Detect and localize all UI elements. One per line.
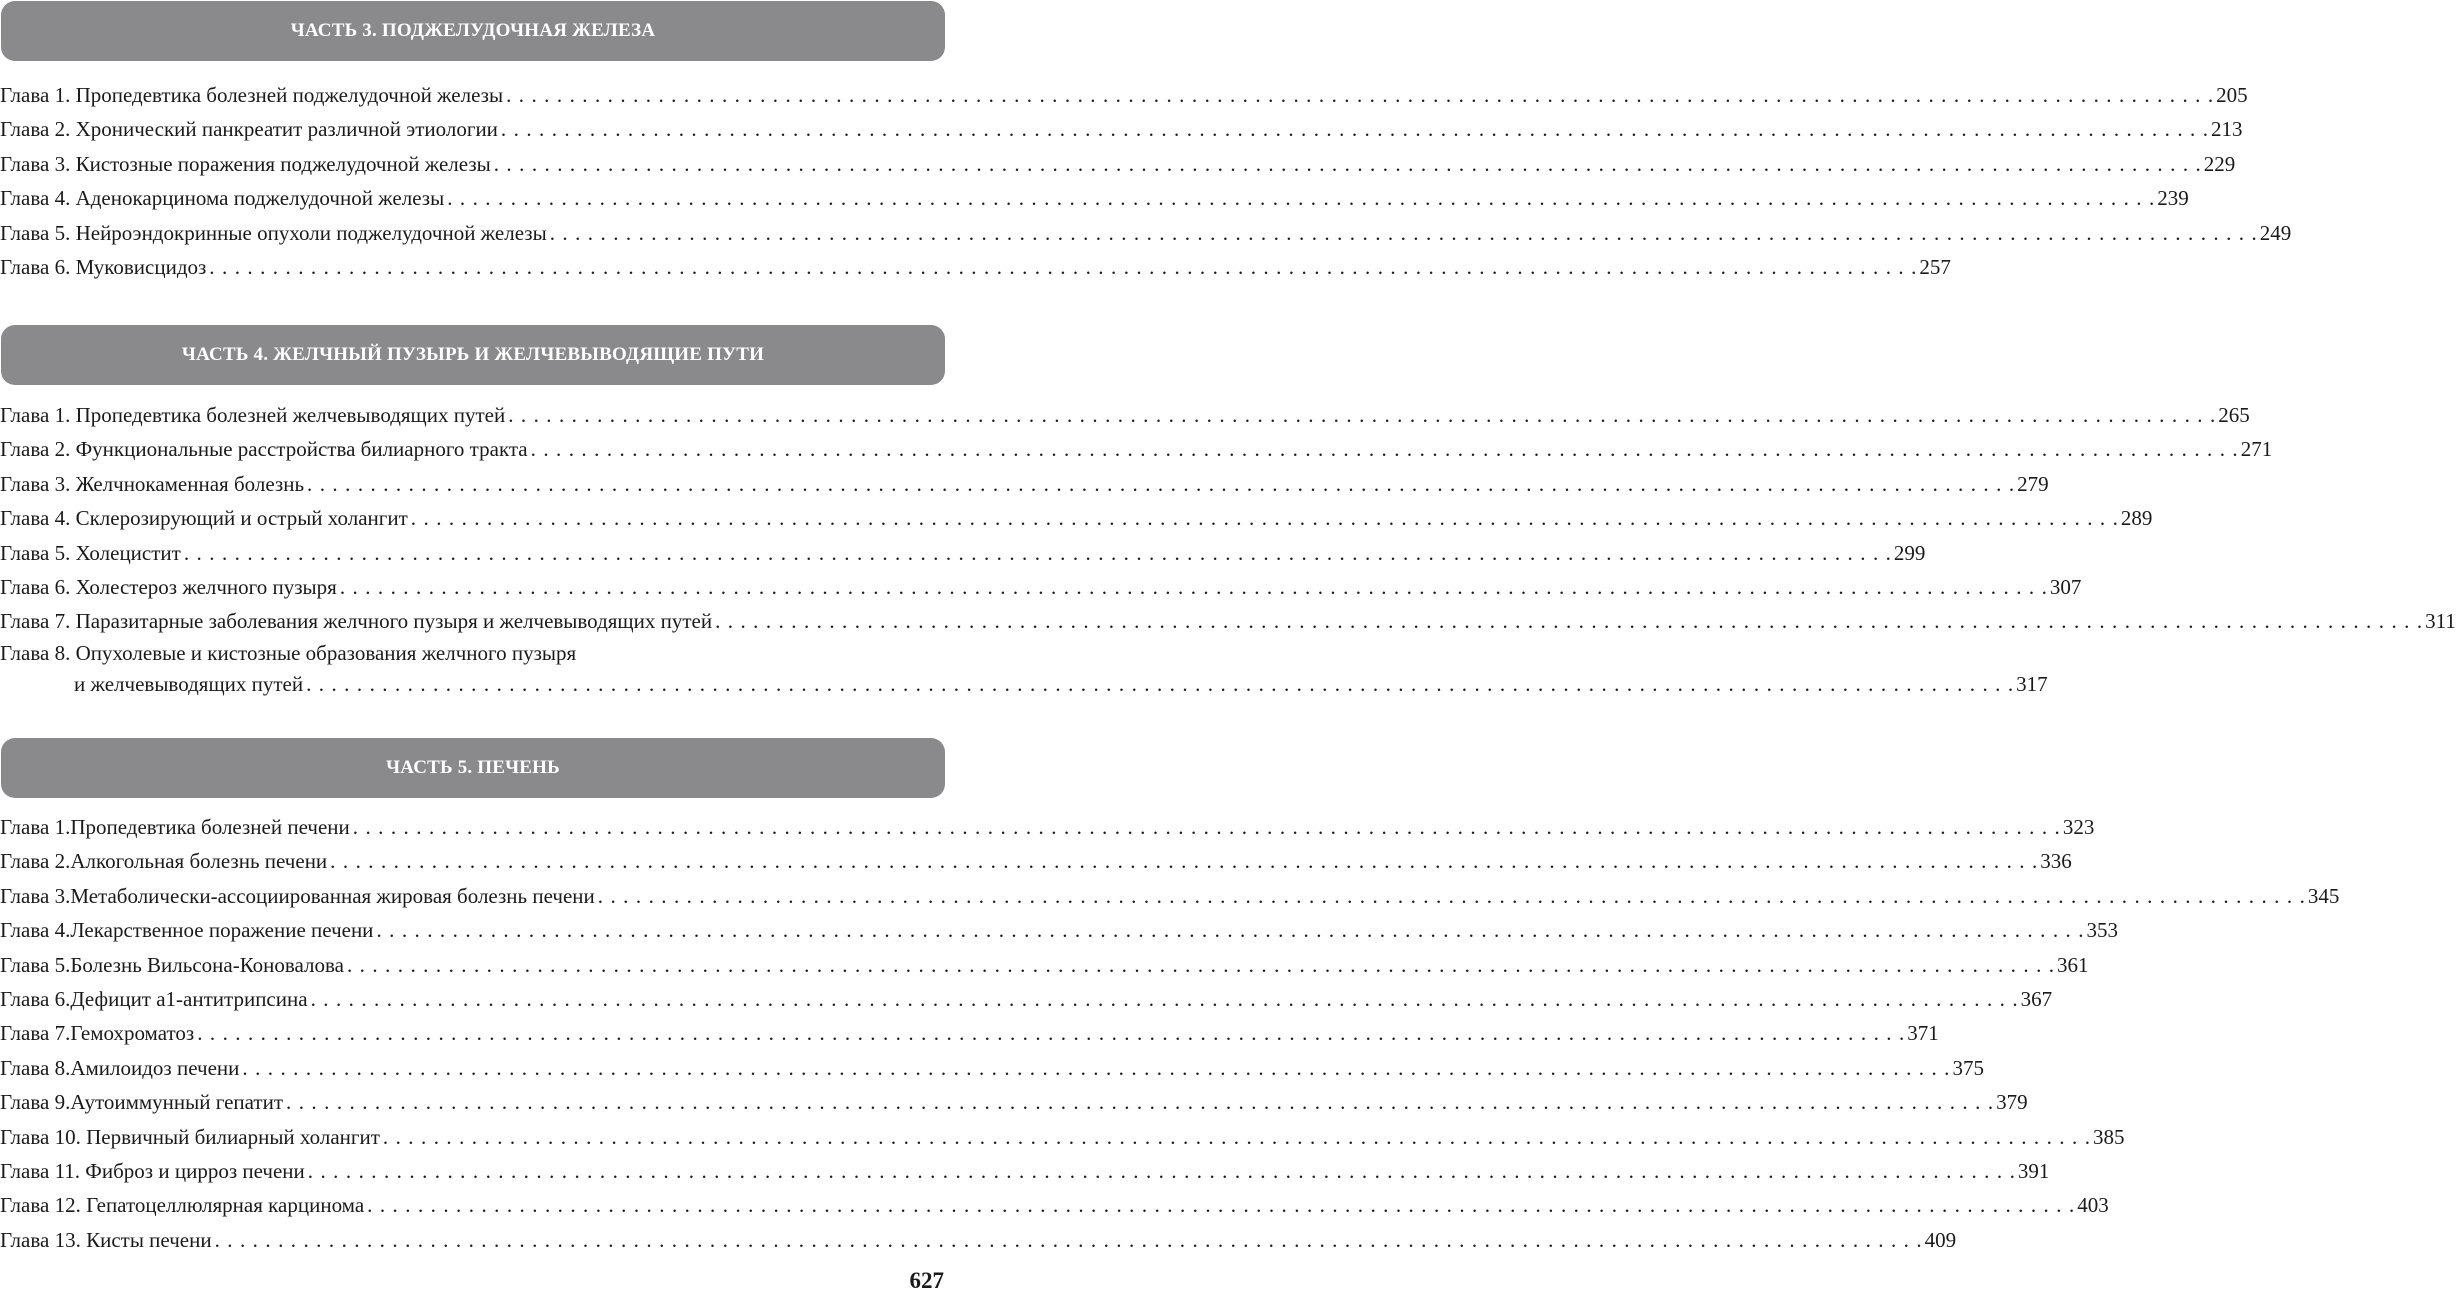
toc-entry[interactable] [0, 432, 2273, 466]
chapter-title: Хронический панкреатит различной этиологии [75, 117, 498, 142]
chapter-number: Глава 6. [0, 986, 71, 1011]
dot-leader [550, 216, 2257, 250]
chapter-number: Глава 4. [0, 918, 71, 943]
chapter-page: 307 [2049, 574, 2082, 599]
part-3-toc [0, 78, 2292, 284]
dot-leader [306, 667, 2013, 701]
toc-entry[interactable] [0, 1188, 2109, 1222]
dot-leader [494, 147, 2201, 181]
chapter-page: 311 [2425, 609, 2456, 634]
chapter-page: 323 [2062, 815, 2095, 839]
toc-entry[interactable] [0, 250, 1951, 284]
chapter-title: Гепатоцеллюлярная карцинома [86, 1193, 365, 1218]
chapter-page: 353 [2086, 918, 2118, 943]
chapter-number: Глава 8. [0, 640, 71, 665]
part-5-toc [0, 810, 2340, 1257]
toc-entry[interactable] [0, 78, 2248, 112]
chapter-title: Аденокарцинома поджелудочной железы [75, 186, 445, 211]
chapter-title: Дефицит а1-антитрипсина [70, 986, 308, 1011]
chapter-page: 409 [1924, 1227, 1957, 1252]
chapter-number: Глава 10. [0, 1124, 81, 1149]
chapter-number: Глава 7. [0, 609, 71, 634]
chapter-number: Глава 12. [0, 1193, 81, 1218]
toc-entry[interactable] [0, 1120, 2125, 1154]
toc-entry[interactable] [0, 810, 2095, 844]
chapter-title: Кисты печени [86, 1227, 212, 1252]
page-number: 627 [909, 1268, 944, 1293]
chapter-title: Холецистит [75, 540, 181, 565]
toc-entry[interactable] [0, 1051, 1984, 1085]
part-4-toc [0, 398, 2456, 701]
toc-entry[interactable] [0, 1016, 1939, 1050]
chapter-page: 391 [2017, 1158, 2050, 1183]
chapter-title: Кистозные поражения поджелудочной железы [75, 151, 491, 176]
chapter-title: Болезнь Вильсона-Коновалова [70, 952, 344, 977]
dot-leader [242, 1051, 1949, 1085]
chapter-page: 367 [2020, 986, 2053, 1011]
dot-leader [347, 948, 2054, 982]
toc-entry[interactable] [0, 216, 2292, 250]
dot-leader [531, 432, 2238, 466]
chapter-page: 229 [2203, 151, 2236, 176]
chapter-title: Фиброз и цирроз печени [85, 1158, 305, 1183]
toc-entry[interactable] [0, 536, 1926, 570]
chapter-page: 271 [2240, 437, 2273, 462]
chapter-number: Глава 3. [0, 883, 71, 908]
toc-entry[interactable] [0, 982, 2053, 1016]
dot-leader [411, 501, 2118, 535]
toc-entry[interactable] [0, 604, 2456, 638]
chapter-title: Амилоидоз печени [70, 1055, 240, 1080]
chapter-number: Глава 5. [0, 220, 71, 245]
chapter-page: 375 [1952, 1055, 1984, 1080]
chapter-page: 239 [2157, 186, 2189, 211]
toc-entry[interactable] [0, 639, 2048, 701]
chapter-title: Функциональные расстройства билиарного тракта [75, 437, 528, 462]
toc-entry[interactable] [0, 181, 2189, 215]
toc-entry[interactable] [0, 1085, 2028, 1119]
chapter-number: Глава 6. [0, 574, 71, 599]
chapter-title: Желчнокаменная болезнь [75, 471, 305, 496]
chapter-page: 379 [1996, 1090, 2028, 1115]
chapter-number: Глава 8. [0, 1055, 71, 1080]
chapter-title: Гемохроматоз [70, 1021, 195, 1046]
dot-leader [506, 78, 2213, 112]
toc-entry[interactable] [0, 913, 2118, 947]
toc-entry[interactable] [0, 879, 2340, 913]
chapter-page: 279 [2017, 471, 2049, 496]
toc-entry[interactable] [0, 844, 2072, 878]
chapter-number: Глава 3. [0, 471, 71, 496]
chapter-title: Пропедевтика болезней печени [70, 815, 350, 839]
chapter-page: 361 [2057, 952, 2089, 977]
dot-leader [209, 250, 1916, 284]
chapter-number: Глава 3. [0, 151, 71, 176]
chapter-number: Глава 4. [0, 506, 71, 531]
toc-entry[interactable] [0, 501, 2153, 535]
chapter-page: 257 [1919, 254, 1951, 279]
chapter-page: 299 [1893, 540, 1926, 565]
chapter-page: 205 [2216, 83, 2248, 107]
chapter-number: Глава 13. [0, 1227, 81, 1252]
dot-leader [340, 570, 2047, 604]
chapter-title: Лекарственное поражение печени [70, 918, 374, 943]
toc-entry[interactable] [0, 112, 2243, 146]
chapter-number: Глава 6. [0, 254, 71, 279]
chapter-page: 345 [2307, 883, 2340, 908]
chapter-title: Опухолевые и кистозные образования желчного пузыря [75, 640, 577, 665]
chapter-number: Глава 1. [0, 83, 71, 107]
dot-leader [376, 913, 2083, 947]
toc-entry[interactable] [0, 570, 2082, 604]
chapter-number: Глава 2. [0, 117, 71, 142]
dot-leader [308, 1154, 2015, 1188]
chapter-title: Нейроэндокринные опухоли поджелудочной железы [75, 220, 547, 245]
dot-leader [383, 1120, 2090, 1154]
chapter-title: Первичный билиарный холангит [86, 1124, 380, 1149]
chapter-title: Паразитарные заболевания желчного пузыря и желчевыводящих путей [75, 609, 713, 634]
dot-leader [307, 467, 2014, 501]
chapter-number: Глава 2. [0, 437, 71, 462]
chapter-number: Глава 7. [0, 1021, 71, 1046]
part-4-title: ЧАСТЬ 4. ЖЕЛЧНЫЙ ПУЗЫРЬ И ЖЕЛЧЕВЫВОДЯЩИЕ ПУТИ [181, 344, 765, 365]
chapter-number: Глава 1. [0, 815, 71, 839]
chapter-number: Глава 2. [0, 849, 71, 874]
toc-entry[interactable] [0, 1223, 1957, 1257]
chapter-page: 385 [2092, 1124, 2125, 1149]
chapter-page: 265 [2218, 403, 2250, 427]
dot-leader [715, 604, 2422, 638]
dot-leader [501, 112, 2208, 146]
chapter-title-continuation: и желчевыводящих путей [74, 671, 304, 696]
toc-entry[interactable] [0, 948, 2089, 982]
chapter-title: Склерозирующий и острый холангит [75, 506, 408, 531]
chapter-title: Метаболически-ассоциированная жировая болезнь печени [70, 883, 595, 908]
toc-entry[interactable] [0, 467, 2049, 501]
dot-leader [508, 398, 2215, 432]
dot-leader [330, 844, 2037, 878]
chapter-title: Алкогольная болезнь печени [70, 849, 328, 874]
chapter-number: Глава 11. [0, 1158, 81, 1183]
dot-leader [184, 536, 1891, 570]
chapter-title: Аутоиммунный гепатит [70, 1090, 284, 1115]
chapter-title: Пропедевтика болезней поджелудочной железы [75, 83, 504, 107]
dot-leader [598, 879, 2305, 913]
chapter-page: 213 [2210, 117, 2243, 142]
dot-leader [215, 1223, 1922, 1257]
dot-leader [353, 810, 2060, 844]
chapter-title: Холестероз желчного пузыря [75, 574, 337, 599]
part-3-title: ЧАСТЬ 3. ПОДЖЕЛУДОЧНАЯ ЖЕЛЕЗА [290, 20, 656, 41]
chapter-title: Пропедевтика болезней желчевыводящих путей [75, 403, 506, 427]
toc-entry[interactable] [0, 147, 2236, 181]
dot-leader [367, 1188, 2074, 1222]
part-5-header [1, 738, 945, 798]
part-4-header [1, 325, 945, 385]
dot-leader [311, 982, 2018, 1016]
chapter-number: Глава 9. [0, 1090, 71, 1115]
chapter-page: 249 [2259, 220, 2292, 245]
chapter-page: 336 [2040, 849, 2072, 874]
chapter-page: 317 [2016, 671, 2048, 696]
part-5-title: ЧАСТЬ 5. ПЕЧЕНЬ [386, 757, 560, 778]
toc-entry[interactable] [0, 398, 2250, 432]
dot-leader [447, 181, 2154, 215]
chapter-number: Глава 5. [0, 540, 71, 565]
chapter-number: Глава 5. [0, 952, 71, 977]
chapter-page: 289 [2120, 506, 2153, 531]
dot-leader [197, 1016, 1904, 1050]
chapter-page: 371 [1907, 1021, 1939, 1046]
chapter-number: Глава 1. [0, 403, 71, 427]
dot-leader [286, 1085, 1993, 1119]
chapter-title: Муковисцидоз [75, 254, 207, 279]
chapter-page: 403 [2077, 1193, 2109, 1218]
toc-entry[interactable] [0, 1154, 2050, 1188]
chapter-number: Глава 4. [0, 186, 71, 211]
part-3-header [1, 1, 945, 61]
